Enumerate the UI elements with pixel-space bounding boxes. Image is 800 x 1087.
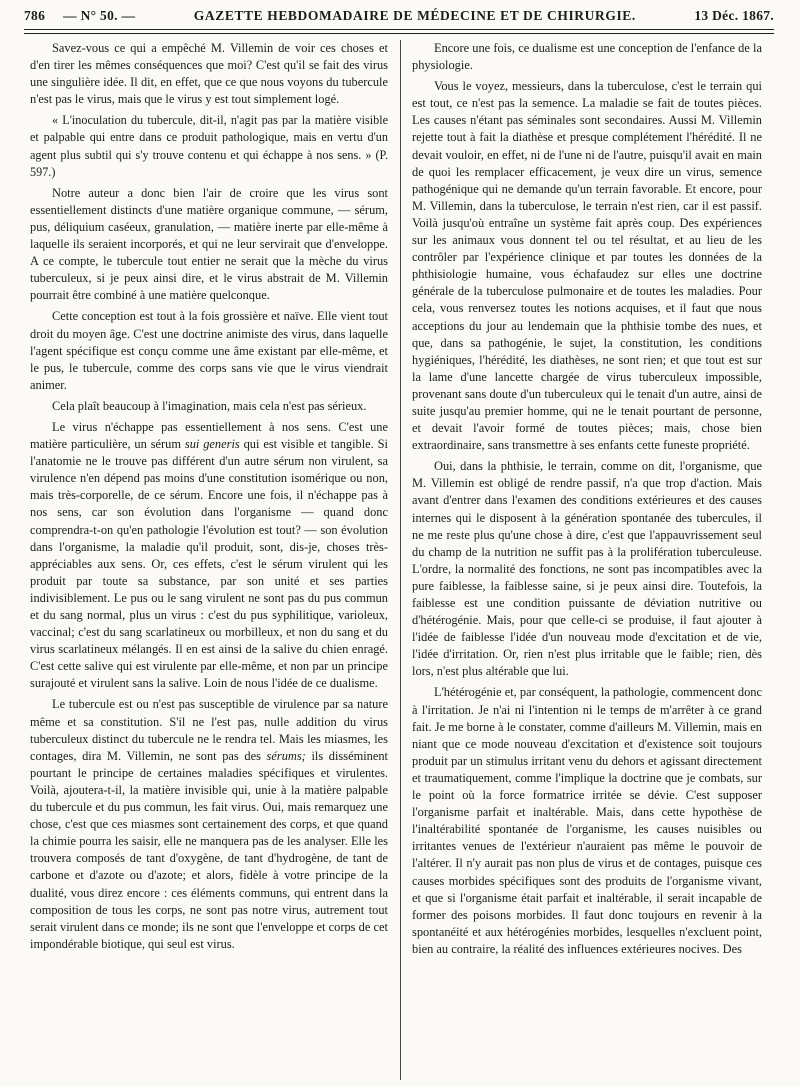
paragraph: Encore une fois, ce dualisme est une conception de l'enfance de la physiologie. — [412, 41, 762, 73]
left-column — [30, 40, 388, 957]
paragraph: Le virus n'échappe pas essentiellement à nos sens. C'est une matière particulière, un sérum sui generis qui est visible et tangible. Si l'anatomie ne le trouve pas différent d'un autre sérum non virulent, sa virulence n'en dépend pas moins d'une constitution isomérique ou non, mais très-corporelle, de ce sérum. Encore une fois, il n'échappe pas à nos sens, car son évolution dans l'organisme — quand donc comprendra-t-on qu'en pathologie l'évolution est tout? — son évolution dans l'organisme, la maladie qu'il produit, sont, dis-je, choses très-appréciables aux sens. Or, ces effets, c'est le sérum virulent qui les produit par toute sa substance, par son unité et ses parties indivisiblement. Le pus ou le sang virulent ne sont pas du pus commun et du sang normal, plus un virus : c'est du pus syphilitique, varioleux, vaccinal; c'est du sang scarlatineux ou morbilleux, et non du sang et du virus scarlatineux mélangés. Il en est ainsi de la salive du chien enragé. C'est cette salive qui est virulente par elle-même, et non par un principe surajouté et virulent sans la salive. Loin de nous l'idée de ce dualisme. — [30, 419, 388, 691]
paragraph: Vous le voyez, messieurs, dans la tuberculose, c'est le terrain qui est tout, ce n'est pas la semence. La maladie se fait de toutes pièces. Les causes n'étant pas séminales sont secondaires. Aussi M. Villemin rejette tout à fait la diathèse et presque complétement l'hérédité. Il ne devait vouloir, en effet, ni de l'une ni de l'autre, puisqu'il avait en main de quoi les remplacer efficacement, je veux dire un virus, semence pathogénique qui ne demande qu'un terrain favorable. Et encore, pour M. Villemin, dans la tuberculose, le terrain n'est rien, car il est passif. Voilà jusqu'où entraîne un système fait après coup. Des expériences sur les animaux vous donnent tel ou tel résultat, et au lieu de les contrôler par l'expérience clinique et par toutes les données de la phthisiologie humaine, vous échafaudez sur elles une doctrine générale de la tuberculose pulmonaire et de toutes les maladies. Pour cela, vous renversez toutes les notions acquises, et il faut que nous acceptions du jour au lendemain que la phthisie tombe des nues, et que, dans sa pathogénie, le sujet, la constitution, les conditions hygiéniques, l'hérédité, les diathèses, ne sont rien; et que tout est sur la lame d'une lancette chargée de virus tuberculeux impossible, provenant sans doute d'un tuberculeux qui le tenait d'un autre, ainsi de suite jusqu'au premier homme, qui ne le tenait pourtant de personne, et devait l'avoir formé de toutes pièces; mais, chose bien extraordinaire, sans transmettre à ses enfants cette funeste propriété. — [412, 79, 762, 453]
issue-number: — N° 50. — — [63, 8, 136, 23]
quotation-paragraph: « L'inoculation du tubercule, dit-il, n'agit pas par la matière visible et palpable qui entre dans ce produit pathologique, mais en vertu d'un agent plus subtil qui s'y trouve contenu et qui échappe à nos sens. » (P. 597.) — [30, 113, 388, 179]
paragraph: Notre auteur a donc bien l'air de croire que les virus sont essentiellement distincts d'une matière organique commune, — sérum, pus, déliquium caséeux, granulation, — matière inerte par elle-même à laquelle ils seraient incorporés, et qui ne leur servirait que d'enveloppe. A ce compte, le tubercule tout entier ne serait que la mèche du virus tuberculeux, si je peux ainsi dire, et le virus abstrait de M. Villemin pourrait être combiné à une matière quelconque. — [30, 185, 388, 303]
paragraph: Le tubercule est ou n'est pas susceptible de virulence par sa nature même et sa constitution. S'il ne l'est pas, nulle addition du virus tuberculeux distinct du tubercule ne le rendra tel. Mais les miasmes, les contages, dira M. Villemin, ne sont pas des sérums; ils disséminent pourtant le principe de certaines maladies spécifiques et virulentes. Voilà, ajoutera-t-il, la matière invisible qui, unie à la matière palpable du tubercule et du pus commun, les fait virus. Oui, mais remarquez une chose, c'est que ces miasmes sont certainement des corps, et que quand la chimie pourra les saisir, elle ne manquera pas de les analyser. Elle les trouvera composés de tant d'oxygène, de tant d'hydrogène, de tant de carbone et d'azote ou d'azote; et alors, fidèle à votre principe de la dualité, vous direz encore : ces éléments communs, qui entrent dans la composition de tous les corps, ne sont pas notre virus, autrement tout serait virulent dans ce monde; ils ne sont que l'enveloppe et corps de cet impondérable biotique, qui seul est virus. — [30, 697, 388, 951]
emphasized-term: sérums; — [266, 748, 306, 763]
right-column — [412, 40, 762, 962]
paragraph: Savez-vous ce qui a empêché M. Villemin de voir ces choses et d'en tirer les mêmes conséquences que moi? C'est qu'il se fait des virus une singulière idée. Il dit, en effet, que ce que nous voyons du tubercule n'est pas le virus, mais que le virus y est tout simplement logé. — [30, 41, 388, 107]
emphasized-term: sui generis — [184, 437, 240, 452]
issue-date: 13 Déc. 1867. — [694, 8, 774, 23]
column-divider — [400, 40, 401, 1080]
header-rule-thick — [24, 29, 774, 30]
paragraph: Oui, dans la phthisie, le terrain, comme on dit, l'organisme, que M. Villemin est obligé de rendre passif, n'a que trop d'action. Mais avant d'entrer dans l'examen des conditions extérieures et des causes internes qui le disposent à la génération spontanée des tubercules, il ne me reste plus qu'une chose à dire, c'est que l'appauvrissement seul du champ de la nutrition ne suffit pas à la prolifération tuberculeuse. L'ordre, la normalité des fonctions, ne sont pas incompatibles avec la pure faiblesse, la faiblesse saine, si je peux ainsi dire. Toutefois, la faiblesse est une condition puissante de déviation nutritive ou d'hétérogénie. Mais, pour que celle-ci se produise, il faut ajouter à l'idée de faiblesse l'idée d'un nouveau mode d'excitation et de vie, l'idée d'irritation. Or, rien n'est plus irritable que le faible; rien, dès lors, n'est plus altérable que lui. — [412, 459, 762, 679]
running-header — [24, 6, 774, 26]
paragraph: L'hétérogénie et, par conséquent, la pathologie, commencent donc à l'irritation. Je n'ai ni l'intention ni le temps de m'arrêter à ce grand fait. Je me borne à le constater, comme d'ailleurs M. Villemin, mais en niant que ce mode nouveau d'excitation et d'existence soit toujours produit par un stimulus irritant venu du dehors et agissant directement et traumatiquement, comme l'implique la doctrine que je combats, sur le point où la force formatrice irritée se dévie. C'est supposer l'organisme parfait et inaltérable. Mais, dans cette hypothèse de l'inaltérabilité spontanée de l'organisme, les causes nuisibles ou irritantes venues de l'extérieur n'auraient pas même le pouvoir de l'altérer. Il n'y aurait pas non plus de virus et de contages, puisque ces causes morbides spécifiques sont des produits de l'organisme vivant, et que si l'organisme était parfait et inaltérable, il serait incapable de former des poisons morbides. Il faut donc toujours en revenir à la spontanéité et aux hétérogénies morbides, lesquelles n'excluent point, bien au contraire, la réalité des influences extérieures nocives. Des — [412, 685, 762, 956]
page-number: 786 — [24, 8, 46, 23]
header-rule-thin — [24, 33, 774, 34]
paragraph: Cette conception est tout à la fois grossière et naïve. Elle vient tout droit du moyen âge. C'est une doctrine animiste des virus, dans laquelle l'agent spécifique est conçu comme une âme existant par elle-même, et le pus, le tubercule, comme des corps sans vie que le virus viendrait animer. — [30, 309, 388, 392]
paragraph: Cela plaît beaucoup à l'imagination, mais cela n'est pas sérieux. — [52, 398, 367, 413]
journal-title: GAZETTE HEBDOMADAIRE DE MÉDECINE ET DE CHIRURGIE. — [193, 8, 636, 23]
